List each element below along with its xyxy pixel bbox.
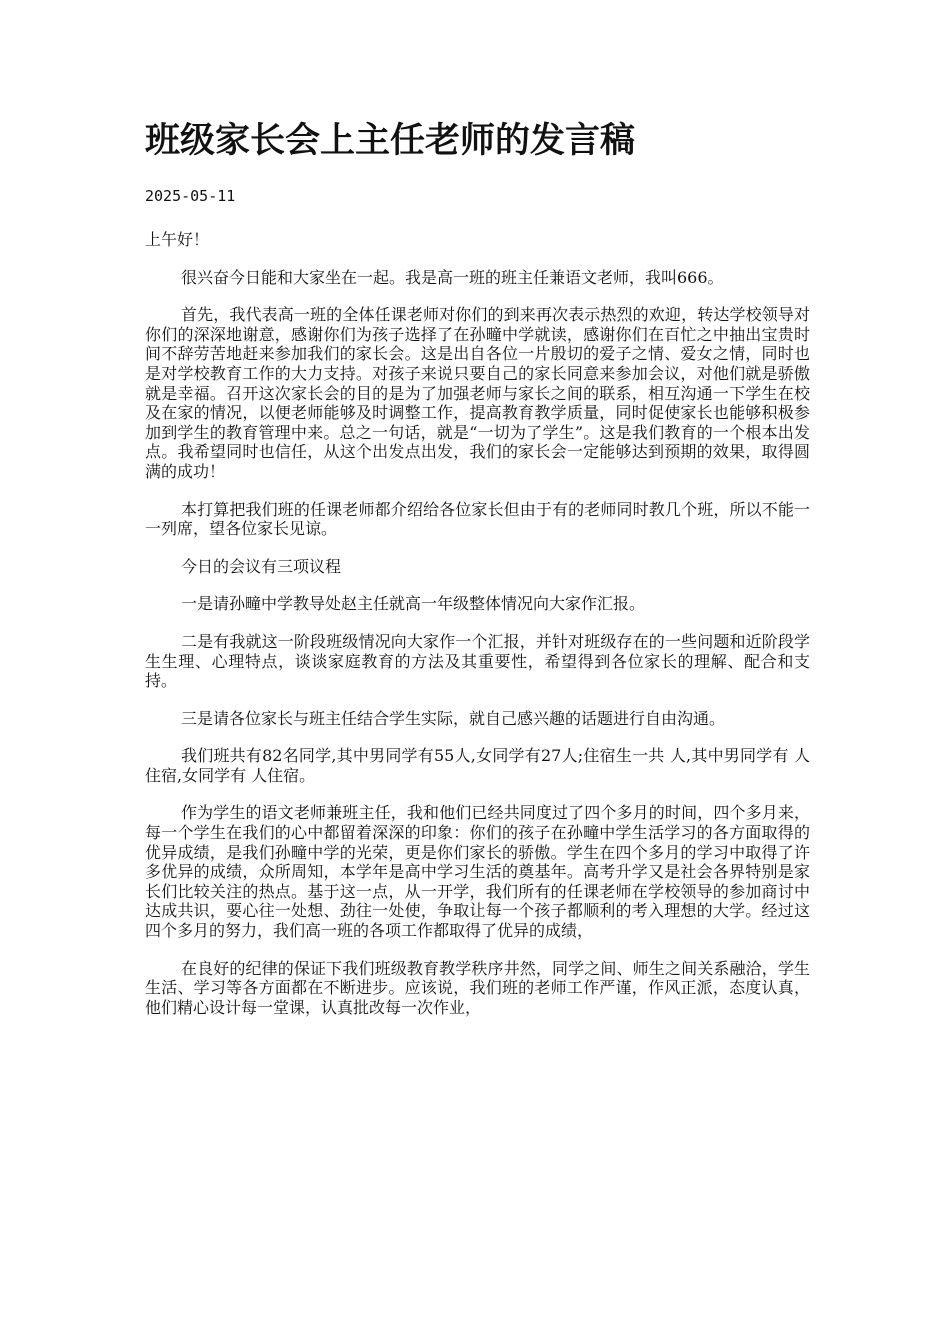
paragraph: 本打算把我们班的任课老师都介绍给各位家长但由于有的老师同时教几个班，所以不能一一列席，望各位家长见谅。 — [145, 499, 810, 539]
greeting: 上午好！ — [145, 230, 210, 249]
paragraph: 我们班共有82名同学,其中男同学有55人,女同学有27人;住宿生一共 人,其中男同学有 人住宿,女同学有 人住宿。 — [145, 746, 810, 785]
paragraph: 一是请孙疃中学教导处赵主任就高一年级整体情况向大家作汇报。 — [181, 594, 646, 614]
document-date: 2025-05-11 — [145, 187, 236, 205]
paragraph: 三是请各位家长与班主任结合学生实际，就自己感兴趣的话题进行自由沟通。 — [181, 708, 726, 728]
document-title: 班级家长会上主任老师的发言稿 — [145, 121, 636, 161]
paragraph: 二是有我就这一阶段班级情况向大家作一个汇报，并针对班级存在的一些问题和近阶段学生生理、心理特点，谈谈家庭教育的方法及其重要性，希望得到各位家长的理解、配合和支持。 — [145, 631, 810, 691]
paragraph: 在良好的纪律的保证下我们班级教育教学秩序井然，同学之间、师生之间关系融洽，学生生活、学习等各方面都在不断进步。应该说，我们班的老师工作严谨，作风正派，态度认真，他们精心设计每一堂课，认真批改每一次作业， — [145, 958, 810, 1017]
document-page — [145, 118, 810, 1035]
paragraph: 作为学生的语文老师兼班主任，我和他们已经共同度过了四个多月的时间，四个多月来，每一个学生在我们的心中都留着深深的印象：你们的孩子在孙疃中学生活学习的各方面取得的优异成绩，是我们孙疃中学的光荣，更是你们家长的骄傲。学生在四个多月的学习中取得了许多优异的成绩，众所周知，本学年是高中学习生活的奠基年。高考升学又是社会各界特别是家长们比较关注的热点。基于这一点，从一开学，我们所有的任课老师在学校领导的参加商讨中达成共识，要心往一处想、劲往一处使，争取让每一个孩子都顺利的考入理想的大学。经过这四个多月的努力，我们高一班的各项工作都取得了优异的成绩， — [145, 803, 810, 941]
paragraph: 今日的会议有三项议程 — [181, 556, 342, 576]
paragraph: 首先，我代表高一班的全体任课老师对你们的到来再次表示热烈的欢迎，转达学校领导对你们的深深地谢意，感谢你们为孩子选择了在孙疃中学就读，感谢你们在百忙之中抽出宝贵时间不辞劳苦地赶来参加我们的家长会。这是出自各位一片殷切的爱子之情、爱女之情，同时也是对学校教育工作的大力支持。对孩子来说只要自己的家长同意来参加会议，对他们就是骄傲就是幸福。召开这次家长会的目的是为了加强老师与家长之间的联系，相互沟通一下学生在校及在家的情况，以便老师能够及时调整工作，提高教育教学质量，同时促使家长也能够积极参加到学生的教育管理中来。总之一句话，就是“一切为了学生”。这是我们教育的一个根本出发点。我希望同时也信任，从这个出发点出发，我们的家长会一定能够达到预期的效果，取得圆满的成功！ — [145, 305, 810, 481]
paragraph: 很兴奋今日能和大家坐在一起。我是高一班的班主任兼语文老师，我叫666。 — [181, 267, 724, 287]
